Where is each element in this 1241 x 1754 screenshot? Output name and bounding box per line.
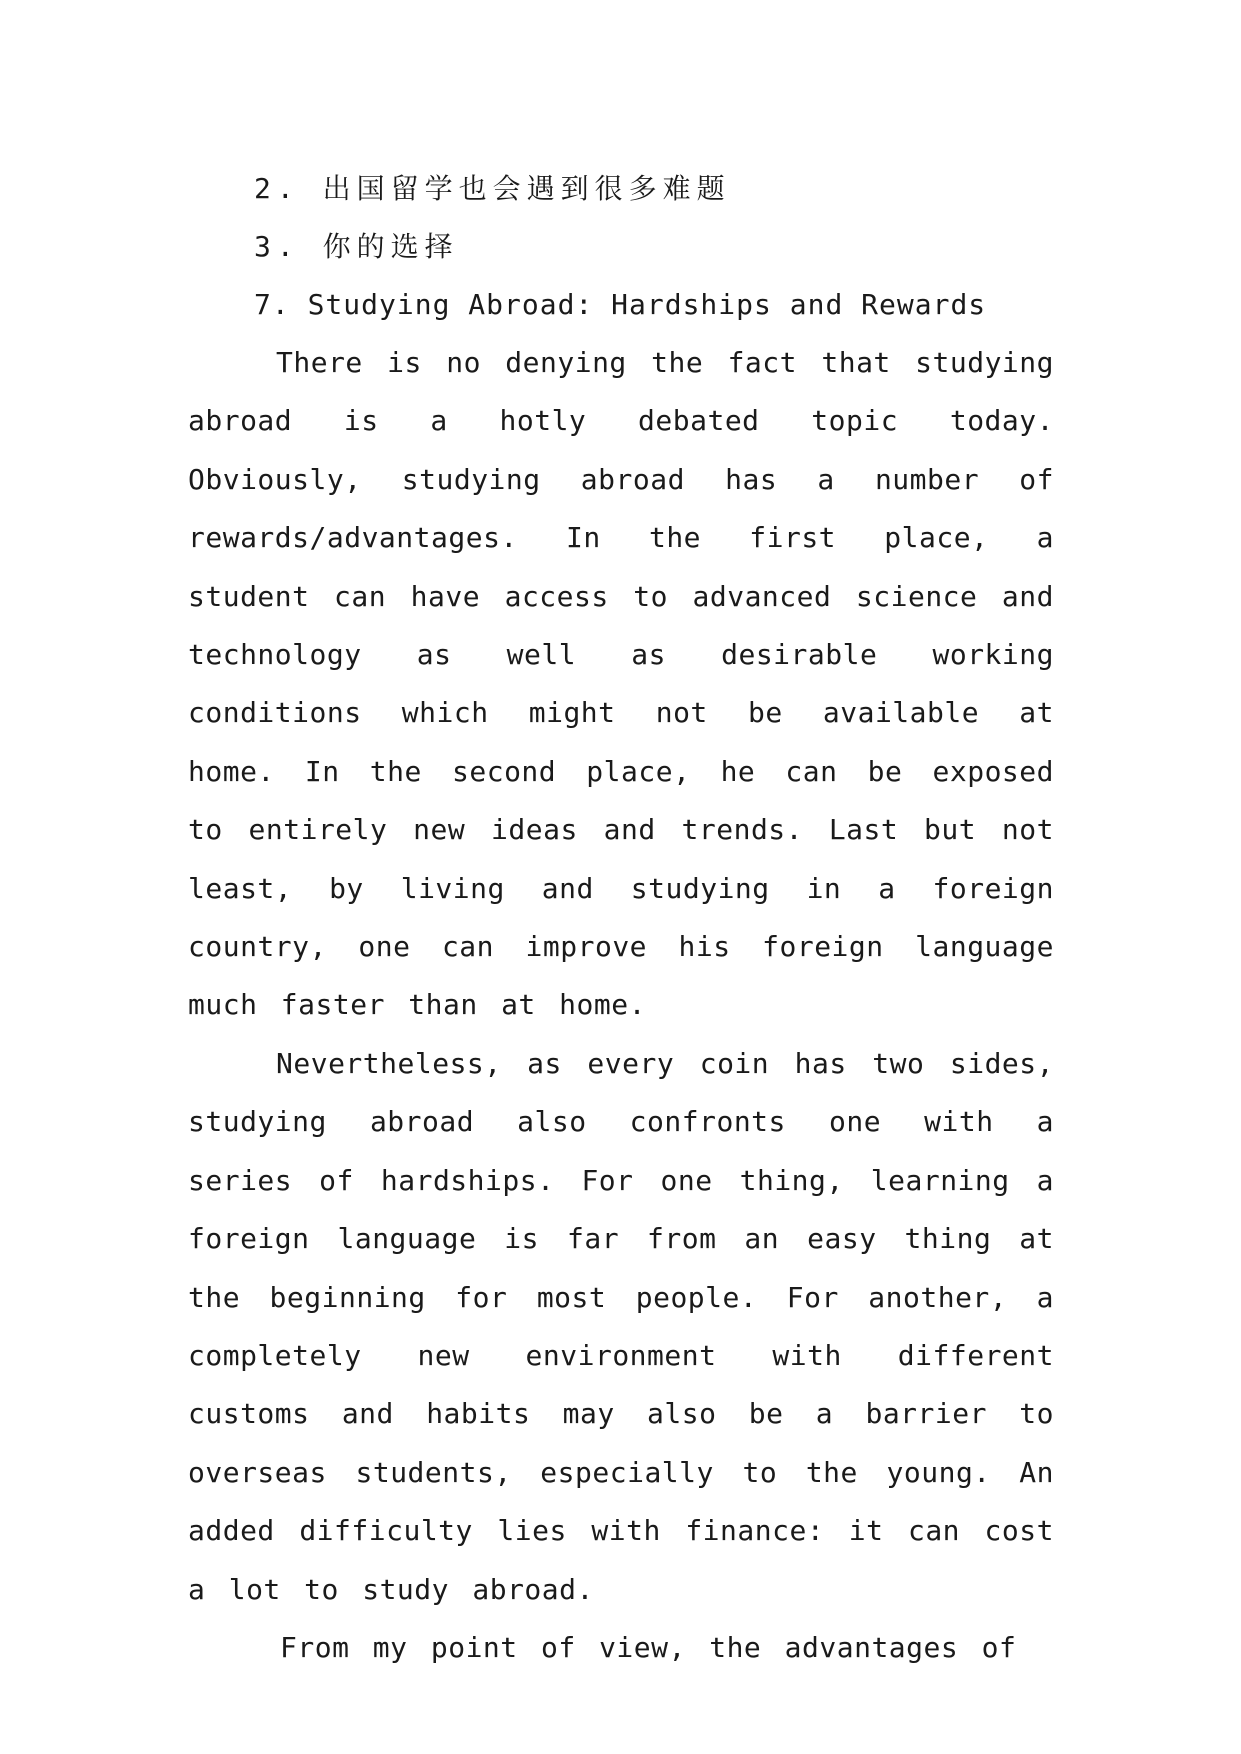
document-body [188, 160, 1054, 1677]
outline-item-3: 3. 你的选择 [254, 230, 459, 263]
paragraph-rewards: There is no denying the fact that studying abroad is a hotly debated topic today. Obviously, studying abroad has a number of rewards/advantages. In the first place, a student can have access to advanced science and technology as well as desirable working conditions which might not be available at home. In the second place, he can be exposed to entirely new ideas and trends. Last but not least, by living and studying in a foreign country, one can improve his foreign language much faster than at home. [188, 346, 1054, 1022]
paragraph-hardships: Nevertheless, as every coin has two sides, studying abroad also confronts one with a series of hardships. For one thing, learning a foreign language is far from an easy thing at the beginning for most people. For another, a completely new environment with different customs and habits may also be a barrier to overseas students, especially to the young. An added difficulty lies with finance: it can cost a lot to study abroad. [188, 1046, 1054, 1606]
essay-heading: 7. Studying Abroad: Hardships and Rewards [254, 288, 987, 321]
paragraph-opinion: From my point of view, the advantages of [280, 1630, 1017, 1664]
outline-item-2: 2. 出国留学也会遇到很多难题 [254, 172, 731, 205]
